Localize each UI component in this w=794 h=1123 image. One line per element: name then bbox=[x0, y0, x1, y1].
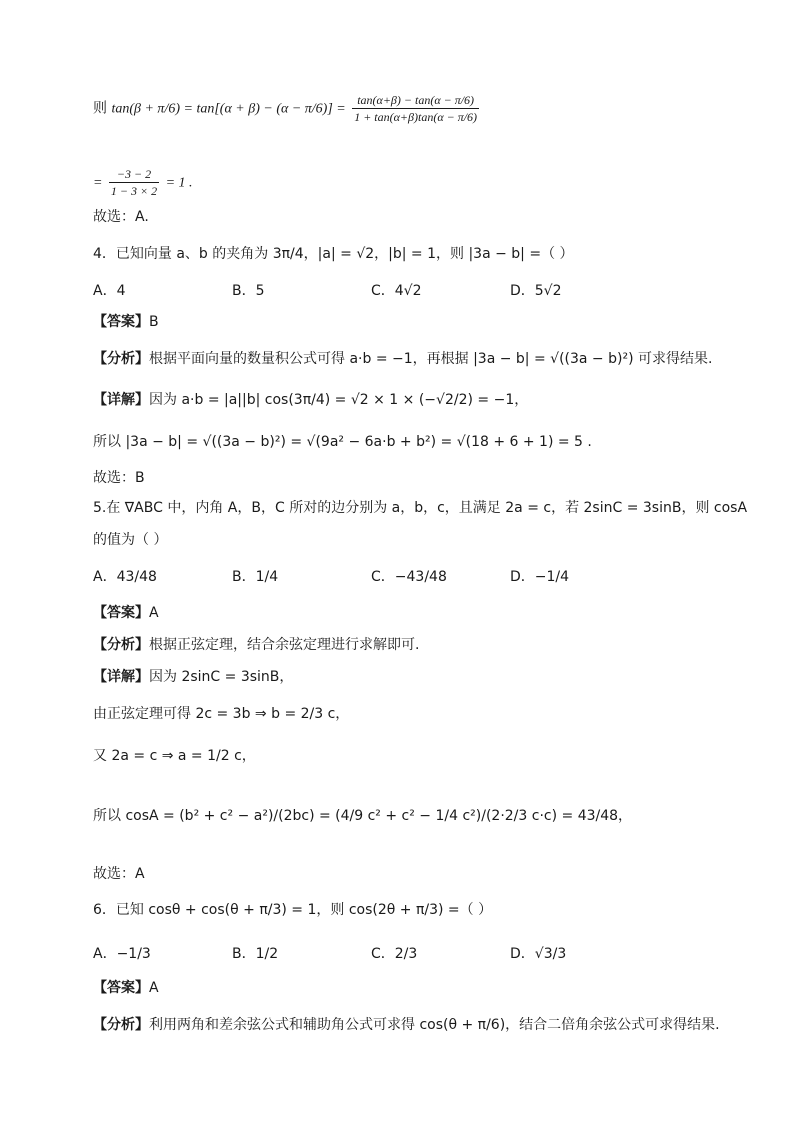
q5-choose-line: 故选：A bbox=[93, 866, 145, 882]
tan-fraction-numerator: tan(α+β) − tan(α − π/6) bbox=[352, 92, 479, 109]
tan-fraction-denominator: 1 + tan(α+β)tan(α − π/6) bbox=[354, 110, 478, 124]
q5-analysis-text: 根据正弦定理，结合余弦定理进行求解即可. bbox=[149, 637, 420, 653]
q4-option-c: C．4√2 bbox=[371, 283, 422, 299]
q4-detail-text: 因为 a·b = |a||b| cos(3π/4) = √2 × 1 × (−√2/2) = −1， bbox=[149, 392, 529, 408]
q5-detail-line-2: 由正弦定理可得 2c = 3b ⇒ b = 2/3 c， bbox=[93, 706, 350, 722]
answer-tag: 【答案】 bbox=[93, 605, 149, 621]
q4-option-b: B．5 bbox=[232, 283, 265, 299]
analysis-tag: 【分析】 bbox=[93, 637, 149, 653]
q5-analysis-line bbox=[93, 635, 419, 655]
detail-tag: 【详解】 bbox=[93, 392, 149, 408]
q5-option-b: B．1/4 bbox=[232, 569, 279, 585]
q4-detail-line bbox=[93, 390, 528, 410]
q6-option-b: B．1/2 bbox=[232, 946, 279, 962]
q4-stem: 4．已知向量 a、b 的夹角为 3π/4，|a| = √2，|b| = 1，则 |3a − b| =（ ） bbox=[93, 246, 574, 262]
q6-answer-line bbox=[93, 978, 159, 998]
tan-identity-line bbox=[93, 92, 481, 125]
q5-answer-line bbox=[93, 603, 159, 623]
q6-analysis-line bbox=[93, 1015, 720, 1035]
q6-analysis-text: 利用两角和差余弦公式和辅助角公式可求得 cos(θ + π/6)，结合二倍角余弦公式可求得结果. bbox=[149, 1017, 720, 1033]
q4-choose-line: 故选：B bbox=[93, 470, 145, 486]
equals-sign: = bbox=[93, 175, 103, 191]
q6-option-a: A．−1/3 bbox=[93, 946, 151, 962]
q5-option-a: A．43/48 bbox=[93, 569, 157, 585]
q4-option-a: A．4 bbox=[93, 283, 126, 299]
q4-detail-line-2: 所以 |3a − b| = √((3a − b)²) = √(9a² − 6a·b + b²) = √(18 + 6 + 1) = 5 . bbox=[93, 434, 592, 450]
q4-analysis-text: 根据平面向量的数量积公式可得 a·b = −1，再根据 |3a − b| = √((3a − b)²) 可求得结果. bbox=[149, 351, 713, 367]
q4-answer-value: B bbox=[149, 314, 159, 330]
detail-tag: 【详解】 bbox=[93, 669, 149, 685]
analysis-tag: 【分析】 bbox=[93, 351, 149, 367]
q6-stem: 6．已知 cosθ + cos(θ + π/3) = 1，则 cos(2θ + π/3) =（ ） bbox=[93, 902, 493, 918]
q5-option-c: C．−43/48 bbox=[371, 569, 447, 585]
tan-identity-expression: tan(β + π/6) = tan[(α + β) − (α − π/6)] = bbox=[111, 101, 346, 117]
numeric-numerator: −3 − 2 bbox=[109, 166, 159, 183]
q6-option-d: D．√3/3 bbox=[510, 946, 567, 962]
q5-answer-value: A bbox=[149, 605, 159, 621]
q4-option-d: D．5√2 bbox=[510, 283, 562, 299]
q5-option-d: D．−1/4 bbox=[510, 569, 570, 585]
q5-detail-line-3: 又 2a = c ⇒ a = 1/2 c， bbox=[93, 748, 256, 764]
q5-stem-line-2: 的值为（ ） bbox=[93, 532, 168, 548]
q4-analysis-line bbox=[93, 349, 712, 369]
choose-a-line: 故选：A. bbox=[93, 209, 149, 225]
numeric-result-line bbox=[93, 166, 193, 199]
answer-tag: 【答案】 bbox=[93, 980, 149, 996]
analysis-tag: 【分析】 bbox=[93, 1017, 149, 1033]
tan-identity-fraction bbox=[352, 92, 479, 125]
q5-detail-line bbox=[93, 667, 293, 687]
then-prefix: 则 bbox=[93, 100, 107, 117]
q6-answer-value: A bbox=[149, 980, 159, 996]
numeric-fraction bbox=[109, 166, 159, 199]
q6-option-c: C．2/3 bbox=[371, 946, 418, 962]
q4-answer-line bbox=[93, 312, 159, 332]
numeric-result: = 1 . bbox=[165, 175, 193, 191]
q5-detail-line-4: 所以 cosA = (b² + c² − a²)/(2bc) = (4/9 c² + c² − 1/4 c²)/(2·2/3 c·c) = 43/48， bbox=[93, 808, 633, 824]
answer-tag: 【答案】 bbox=[93, 314, 149, 330]
q5-detail-text: 因为 2sinC = 3sinB， bbox=[149, 669, 294, 685]
q5-stem-line-1: 5.在 ∇ABC 中，内角 A，B，C 所对的边分别为 a，b，c，且满足 2a = c，若 2sinC = 3sinB，则 cosA bbox=[93, 500, 748, 516]
numeric-denominator: 1 − 3 × 2 bbox=[110, 184, 158, 198]
